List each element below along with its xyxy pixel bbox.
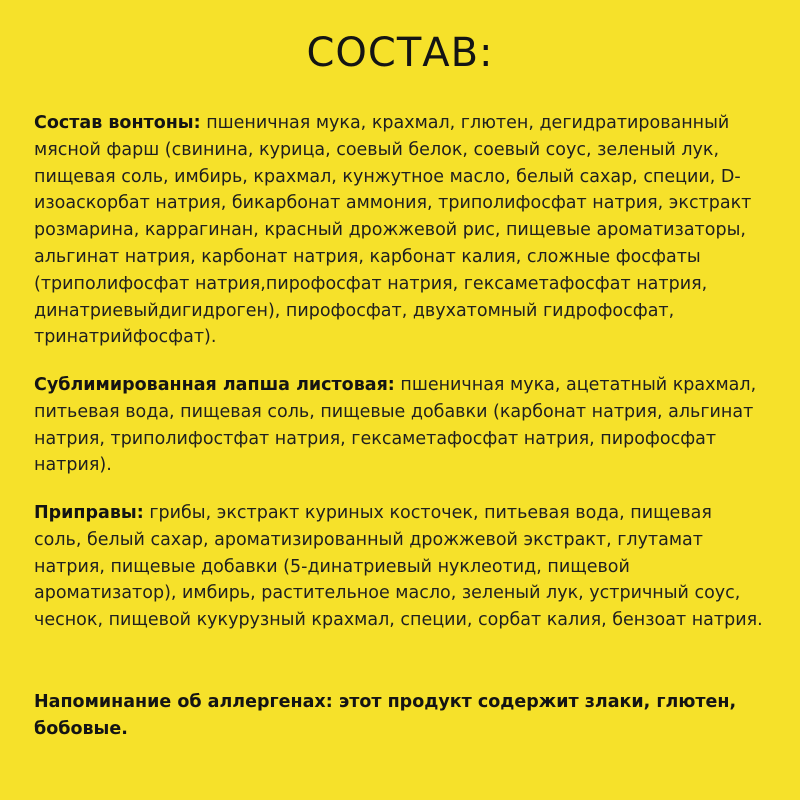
noodles-text: пшеничная мука, ацетатный крахмал, питьевая вода, пищевая соль, пищевые добавки (карбонат натрия, альгинат натрия, триполифостфат натрия, гексаметафосфат натрия, пирофосфат натрия).: [34, 375, 757, 476]
allergen-notice: Напоминание об аллергенах: этот продукт содержит злаки, глютен, бобовые.: [34, 692, 737, 739]
noodles-label: Сублимированная лапша листовая:: [34, 375, 395, 395]
seasoning-label: Приправы:: [34, 503, 144, 523]
seasoning-text: грибы, экстракт куриных косточек, питьевая вода, пищевая соль, белый сахар, ароматизированный дрожжевой экстракт, глутамат натрия, пищевые добавки (5-динатриевый нуклеотид, пищевой ароматизатор), имбирь, растительное масло, зеленый лук, устричный соус, чеснок, пищевой кукурузный крахмал, специи, сорбат калия, бензоат натрия.: [34, 503, 763, 631]
noodles-ingredients: [34, 372, 764, 479]
wontons-label: Состав вонтоны:: [34, 113, 201, 133]
wontons-text: пшеничная мука, крахмал, глютен, дегидратированный мясной фарш (свинина, курица, соевый белок, соевый соус, зеленый лук, пищевая соль, имбирь, крахмал, кунжутное масло, белый сахар, специи, D-изоаскорбат натрия, бикарбонат аммония, триполифосфат натрия, экстракт розмарина, каррагинан, красный дрожжевой рис, пищевые ароматизаторы, альгинат натрия, карбонат натрия, карбонат калия, сложные фосфаты (триполифосфат натрия,пирофосфат натрия, гексаметафосфат натрия, динатриевыйдигидроген), пирофосфат, двухатомный гидрофосфат, тринатрийфосфат).: [34, 113, 752, 348]
page-title: СОСТАВ:: [306, 30, 494, 76]
seasoning-ingredients: [34, 500, 764, 634]
wontons-ingredients: [34, 110, 764, 351]
